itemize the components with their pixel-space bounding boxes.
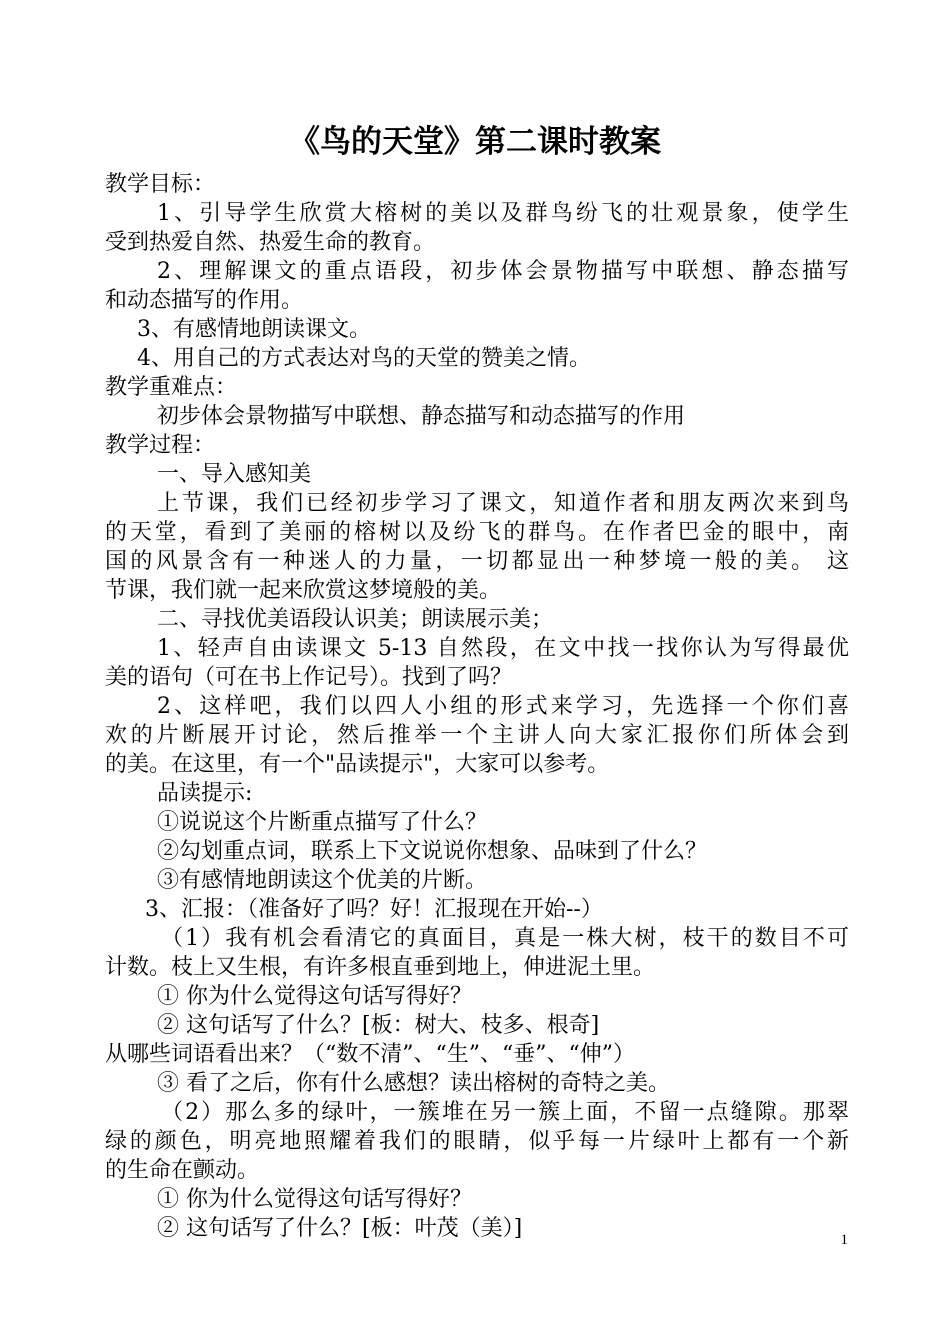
- reading-tips-heading: 品读提示:: [157, 781, 253, 806]
- paragraph-line: （1）我有机会看清它的真面目，真是一株大树，枝干的数目不可: [161, 926, 849, 951]
- paragraph-line: 的生命在颤动。: [105, 1158, 260, 1183]
- paragraph-line: 和动态描写的作用。: [105, 288, 304, 313]
- list-item: ③ 看了之后，你有什么感想？读出榕树的奇特之美。: [157, 1071, 670, 1096]
- paragraph-line: 1、轻声自由读课文 5-13 自然段，在文中找一找你认为写得最优: [157, 636, 849, 661]
- paragraph-line: 初步体会景物描写中联想、静态描写和动态描写的作用: [157, 404, 686, 429]
- heading-teaching-goals: 教学目标：: [105, 172, 216, 197]
- heading-key-points: 教学重难点：: [105, 375, 238, 400]
- document-body: [105, 170, 849, 1243]
- paragraph-line: 从哪些词语看出来？（“数不清”、“生”、“垂”、“伸”）: [105, 1042, 635, 1067]
- paragraph-line: 上节课，我们已经初步学习了课文，知道作者和朋友两次来到鸟: [157, 491, 849, 516]
- paragraph-line: 受到热爱自然、热爱生命的教育。: [105, 230, 436, 255]
- paragraph-line: 2、这样吧，我们以四人小组的形式来学习，先选择一个你们喜: [157, 694, 849, 719]
- list-item: ② 这句话写了什么？[板：树大、枝多、根奇]: [157, 1013, 600, 1038]
- paragraph-line: 的美。在这里，有一个"品读提示"，大家可以参考。: [105, 752, 610, 777]
- paragraph-line: 节课，我们就一起来欣赏这梦境般的美。: [105, 578, 502, 603]
- section-heading: 一、导入感知美: [157, 462, 312, 487]
- paragraph-line: 1、引导学生欣赏大榕树的美以及群鸟纷飞的壮观景象，使学生: [157, 201, 849, 226]
- paragraph-line: 美的语句（可在书上作记号）。找到了吗？: [105, 665, 513, 690]
- paragraph-line: 3、有感情地朗读课文。: [137, 317, 371, 342]
- list-item: ② 这句话写了什么？[板：叶茂（美）]: [157, 1216, 523, 1241]
- list-item: ②勾划重点词，联系上下文说说你想象、品味到了什么？: [157, 839, 708, 864]
- paragraph-line: 计数。枝上又生根，有许多根直垂到地上，伸进泥土里。: [105, 955, 656, 980]
- paragraph-line: 3、汇报：（准备好了吗？好！汇报现在开始--）: [145, 897, 603, 922]
- paragraph-line: 4、用自己的方式表达对鸟的天堂的赞美之情。: [137, 346, 591, 371]
- list-item: ① 你为什么觉得这句话写得好？: [157, 984, 472, 1009]
- page-title: 《鸟的天堂》第二课时教案: [289, 124, 661, 160]
- paragraph-line: 欢的片断展开讨论，然后推举一个主讲人向大家汇报你们所体会到: [105, 723, 849, 748]
- paragraph-line: 绿的颜色，明亮地照耀着我们的眼睛，似乎每一片绿叶上都有一个新: [105, 1129, 849, 1154]
- heading-teaching-process: 教学过程：: [105, 433, 216, 458]
- paragraph-line: 2、理解课文的重点语段，初步体会景物描写中联想、静态描写: [157, 259, 849, 284]
- list-item: ① 你为什么觉得这句话写得好？: [157, 1187, 472, 1212]
- page-number: 1: [840, 1232, 848, 1248]
- section-heading: 二、寻找优美语段认识美；朗读展示美；: [157, 607, 554, 632]
- paragraph-line: 的天堂，看到了美丽的榕树以及纷飞的群鸟。在作者巴金的眼中，南: [105, 520, 849, 545]
- list-item: ③有感情地朗读这个优美的片断。: [157, 868, 488, 893]
- paragraph-line: （2）那么多的绿叶，一簇堆在另一簇上面，不留一点缝隙。那翠: [161, 1100, 849, 1125]
- paragraph-line: 国的风景含有一种迷人的力量，一切都显出一种梦境一般的美。 这: [105, 549, 849, 574]
- list-item: ①说说这个片断重点描写了什么？: [157, 810, 488, 835]
